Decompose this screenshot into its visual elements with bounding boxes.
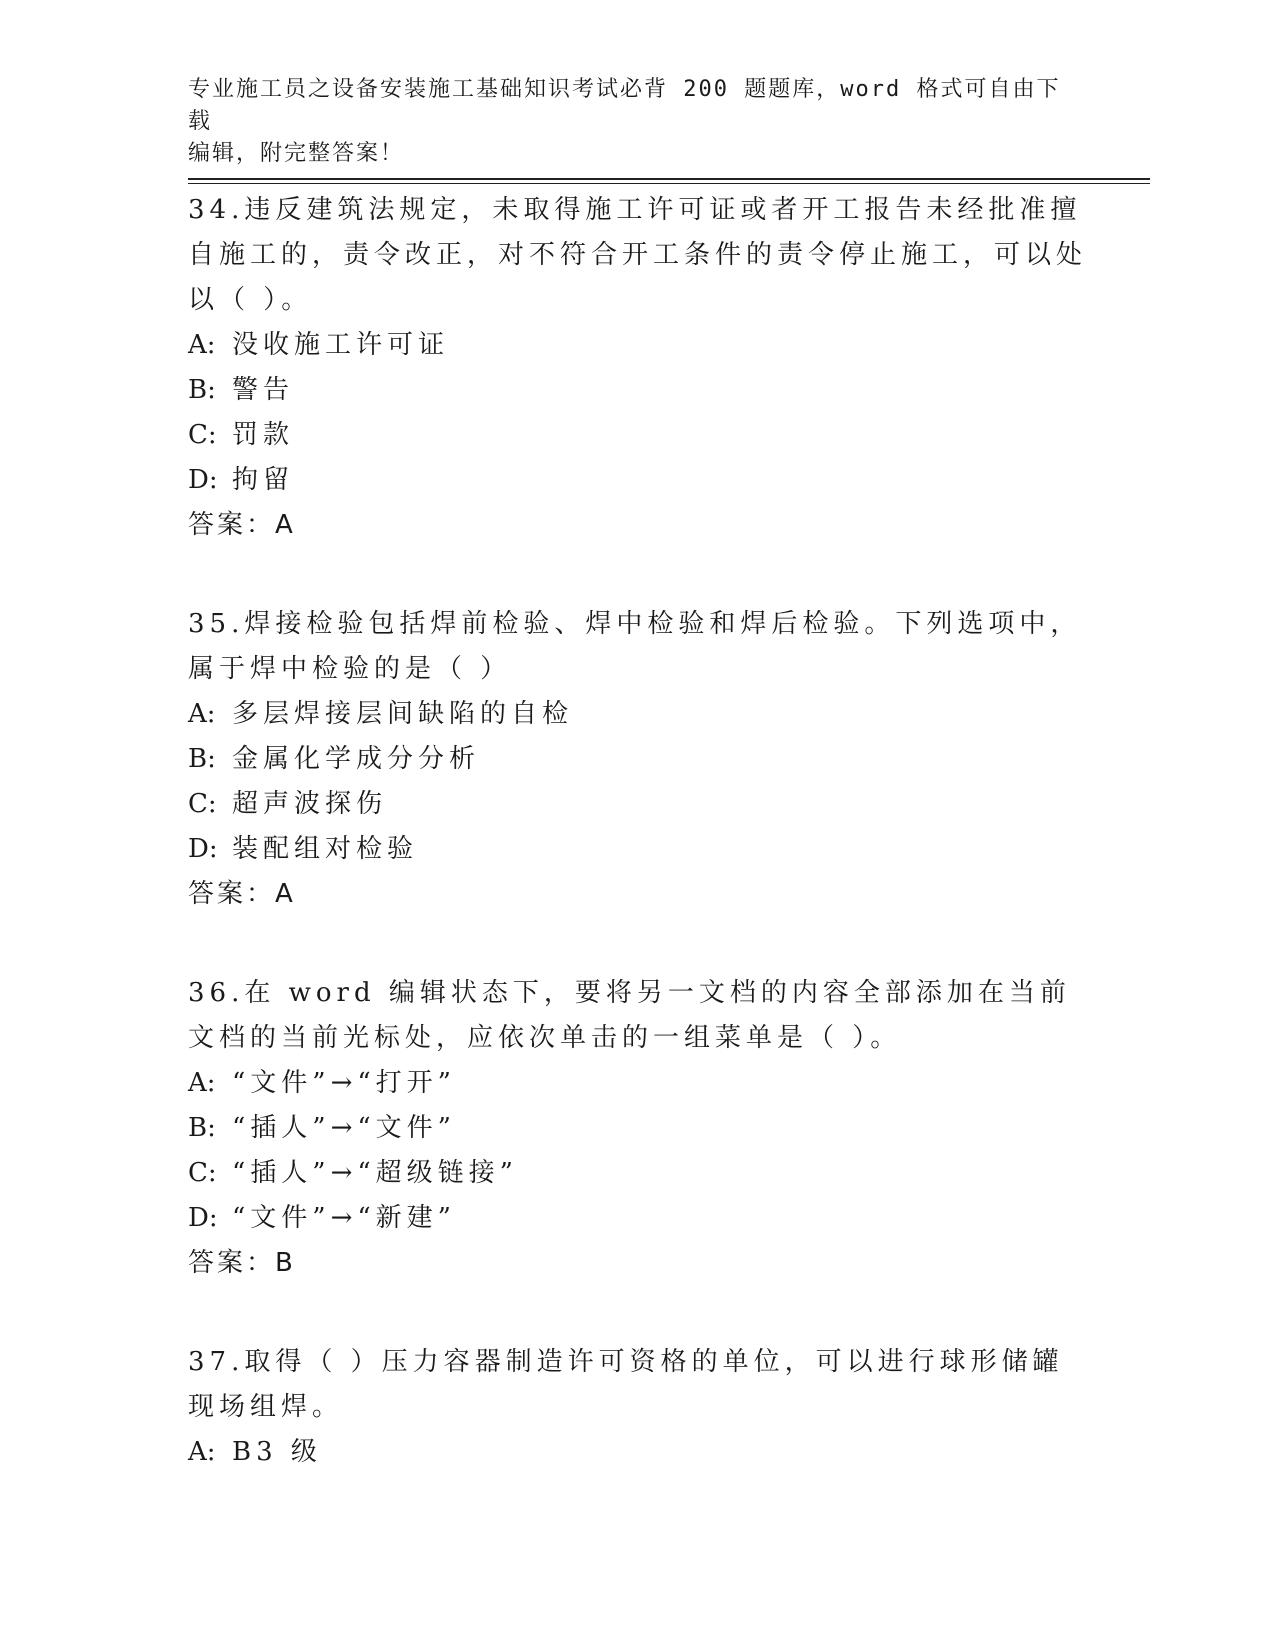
option-letter: A: xyxy=(188,1437,216,1467)
option-text: B3 级 xyxy=(232,1437,322,1467)
question-text: 34.违反建筑法规定，未取得施工许可证或者开工报告未经批准擅自施工的，责令改正，对不符合开工条件的责令停止施工，可以处以（ ）。 xyxy=(188,195,1088,315)
option-text: 没收施工许可证 xyxy=(232,330,450,360)
option-letter: B: xyxy=(188,744,216,774)
answer-line: 答案：A xyxy=(188,879,296,909)
option-text: “插人”→“文件” xyxy=(232,1113,456,1143)
question-35 xyxy=(188,602,1088,917)
question-list xyxy=(188,188,1088,1529)
option-text: “插人”→“超级链接” xyxy=(232,1158,518,1188)
question-text: 36.在 word 编辑状态下，要将另一文档的内容全部添加在当前文档的当前光标处，应依次单击的一组菜单是（ ）。 xyxy=(188,978,1071,1053)
document-header xyxy=(188,74,1068,170)
option-a xyxy=(188,1061,1088,1106)
option-c xyxy=(188,782,1088,827)
option-text: 拘留 xyxy=(232,465,295,495)
option-letter: B: xyxy=(188,375,216,405)
option-d xyxy=(188,1196,1088,1241)
option-c xyxy=(188,413,1088,458)
option-c xyxy=(188,1151,1088,1196)
option-letter: C: xyxy=(188,420,217,450)
header-line-2: 编辑，附完整答案！ xyxy=(188,141,405,166)
answer-line: 答案：B xyxy=(188,1248,296,1278)
header-line-1: 专业施工员之设备安装施工基础知识考试必背 200 题题库，word 格式可自由下载 xyxy=(188,77,1061,134)
question-36 xyxy=(188,971,1088,1286)
option-text: 超声波探伤 xyxy=(232,789,388,819)
option-letter: D: xyxy=(188,834,218,864)
option-text: “文件”→“打开” xyxy=(232,1068,456,1098)
option-letter: A: xyxy=(188,1068,216,1098)
option-letter: A: xyxy=(188,330,216,360)
option-d xyxy=(188,827,1088,872)
option-b xyxy=(188,1106,1088,1151)
option-text: 金属化学成分分析 xyxy=(232,744,481,774)
option-letter: B: xyxy=(188,1113,216,1143)
question-34 xyxy=(188,188,1088,548)
option-d xyxy=(188,458,1088,503)
header-divider-bottom xyxy=(188,183,1150,184)
option-text: “文件”→“新建” xyxy=(232,1203,456,1233)
header-divider-top xyxy=(188,178,1150,180)
option-letter: D: xyxy=(188,1203,218,1233)
option-letter: A: xyxy=(188,699,216,729)
question-text: 35.焊接检验包括焊前检验、焊中检验和焊后检验。下列选项中，属于焊中检验的是（ ） xyxy=(188,609,1082,684)
option-letter: D: xyxy=(188,465,218,495)
question-37 xyxy=(188,1340,1088,1475)
option-text: 警告 xyxy=(232,375,295,405)
option-a xyxy=(188,692,1088,737)
option-letter: C: xyxy=(188,789,217,819)
option-text: 装配组对检验 xyxy=(232,834,419,864)
option-a xyxy=(188,323,1088,368)
option-letter: C: xyxy=(188,1158,217,1188)
question-text: 37.取得（ ）压力容器制造许可资格的单位，可以进行球形储罐现场组焊。 xyxy=(188,1347,1064,1422)
option-b xyxy=(188,368,1088,413)
option-text: 罚款 xyxy=(232,420,295,450)
option-b xyxy=(188,737,1088,782)
option-text: 多层焊接层间缺陷的自检 xyxy=(232,699,574,729)
answer-line: 答案：A xyxy=(188,510,296,540)
option-a xyxy=(188,1430,1088,1475)
